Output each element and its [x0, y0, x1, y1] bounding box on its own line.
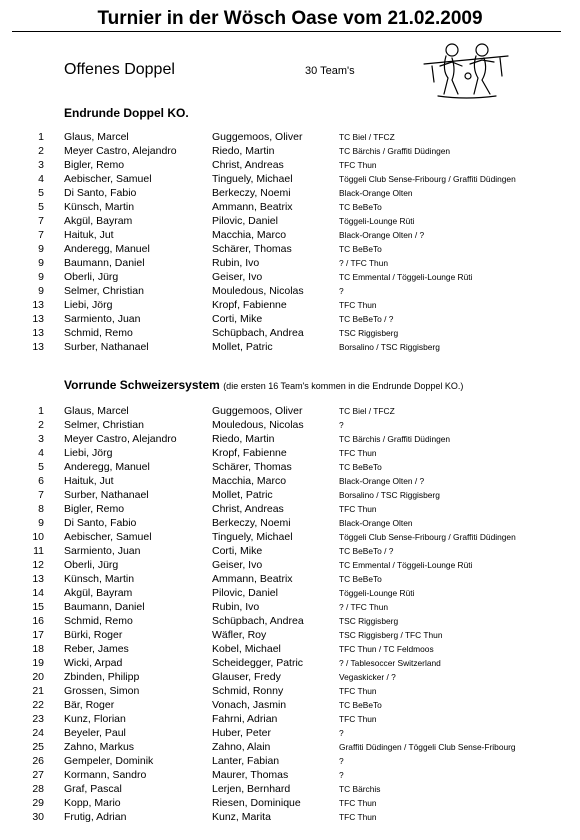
player2-cell: Wäfler, Roy	[212, 629, 267, 641]
player2-cell: Rubin, Ivo	[212, 257, 260, 269]
table-row	[0, 698, 580, 712]
player1-cell: Künsch, Martin	[64, 201, 135, 213]
table-row	[0, 516, 580, 530]
player2-cell: Kunz, Marita	[212, 811, 271, 823]
club-cell: TFC Thun	[339, 448, 377, 458]
player1-cell: Akgül, Bayram	[64, 587, 133, 599]
rank-cell: 9	[38, 243, 44, 255]
club-cell: TC BeBeTo / ?	[339, 546, 394, 556]
player1-cell: Haituk, Jut	[64, 229, 114, 241]
player1-cell: Reber, James	[64, 643, 129, 655]
player1-cell: Graf, Pascal	[64, 783, 122, 795]
player1-cell: Liebi, Jörg	[64, 299, 113, 311]
table-row	[0, 488, 580, 502]
table-row	[0, 214, 580, 228]
table-row	[0, 474, 580, 488]
club-cell: Black-Orange Olten / ?	[339, 476, 425, 486]
club-cell: TFC Thun	[339, 714, 377, 724]
rank-cell: 13	[32, 327, 44, 339]
club-cell: TC Emmental / Töggeli-Lounge Rüti	[339, 560, 473, 570]
player1-cell: Kunz, Florian	[64, 713, 126, 725]
table-row	[0, 284, 580, 298]
rank-cell: 19	[32, 657, 44, 669]
rank-cell: 17	[32, 629, 44, 641]
player2-cell: Scheidegger, Patric	[212, 657, 304, 669]
finals-heading: Endrunde Doppel KO.	[64, 106, 189, 120]
player1-cell: Bär, Roger	[64, 699, 115, 711]
table-row	[0, 144, 580, 158]
rank-cell: 9	[38, 517, 44, 529]
player2-cell: Mouledous, Nicolas	[212, 285, 304, 297]
table-row	[0, 432, 580, 446]
club-cell: ?	[339, 728, 344, 738]
club-cell: Töggeli Club Sense-Fribourg / Graffiti Düdingen	[339, 532, 516, 542]
foosball-players-clipart	[422, 36, 510, 100]
table-row	[0, 614, 580, 628]
player1-cell: Grossen, Simon	[64, 685, 140, 697]
rank-cell: 12	[32, 559, 44, 571]
rank-cell: 3	[38, 159, 44, 171]
rank-cell: 25	[32, 741, 44, 753]
rank-cell: 20	[32, 671, 44, 683]
player1-cell: Haituk, Jut	[64, 475, 114, 487]
player2-cell: Mollet, Patric	[212, 341, 273, 353]
player2-cell: Macchia, Marco	[212, 475, 287, 487]
rank-cell: 21	[32, 685, 44, 697]
rank-cell: 14	[32, 587, 44, 599]
rank-cell: 23	[32, 713, 44, 725]
rank-cell: 2	[38, 419, 44, 431]
finals-table	[0, 130, 580, 354]
club-cell: TC BeBeTo	[339, 202, 382, 212]
table-row	[0, 502, 580, 516]
rank-cell: 7	[38, 489, 44, 501]
player1-cell: Schmid, Remo	[64, 615, 133, 627]
player2-cell: Kropf, Fabienne	[212, 299, 287, 311]
club-cell: ?	[339, 770, 344, 780]
club-cell: ? / Tablesoccer Switzerland	[339, 658, 441, 668]
club-cell: TC Biel / TFCZ	[339, 132, 395, 142]
club-cell: ?	[339, 286, 344, 296]
player1-cell: Meyer Castro, Alejandro	[64, 433, 177, 445]
rank-cell: 9	[38, 257, 44, 269]
player1-cell: Surber, Nathanael	[64, 489, 149, 501]
player2-cell: Guggemoos, Oliver	[212, 131, 303, 143]
club-cell: TFC Thun	[339, 504, 377, 514]
table-row	[0, 530, 580, 544]
table-row	[0, 200, 580, 214]
rank-cell: 26	[32, 755, 44, 767]
player2-cell: Macchia, Marco	[212, 229, 287, 241]
player1-cell: Baumann, Daniel	[64, 601, 145, 613]
player1-cell: Di Santo, Fabio	[64, 187, 137, 199]
club-cell: Borsalino / TSC Riggisberg	[339, 490, 440, 500]
player2-cell: Berkeczy, Noemi	[212, 187, 291, 199]
player1-cell: Bigler, Remo	[64, 503, 125, 515]
player2-cell: Tinguely, Michael	[212, 531, 293, 543]
table-row	[0, 228, 580, 242]
player1-cell: Aebischer, Samuel	[64, 531, 152, 543]
player1-cell: Akgül, Bayram	[64, 215, 133, 227]
table-row	[0, 670, 580, 684]
player2-cell: Kobel, Michael	[212, 643, 281, 655]
player1-cell: Frutig, Adrian	[64, 811, 127, 823]
club-cell: Töggeli-Lounge Rüti	[339, 216, 415, 226]
club-cell: ?	[339, 756, 344, 766]
rank-cell: 13	[32, 341, 44, 353]
table-row	[0, 586, 580, 600]
player1-cell: Bürki, Roger	[64, 629, 123, 641]
player2-cell: Mollet, Patric	[212, 489, 273, 501]
player1-cell: Di Santo, Fabio	[64, 517, 137, 529]
rank-cell: 8	[38, 503, 44, 515]
club-cell: TC Emmental / Töggeli-Lounge Rüti	[339, 272, 473, 282]
player1-cell: Aebischer, Samuel	[64, 173, 152, 185]
player1-cell: Anderegg, Manuel	[64, 461, 150, 473]
club-cell: TFC Thun	[339, 160, 377, 170]
table-row	[0, 186, 580, 200]
rank-cell: 13	[32, 299, 44, 311]
table-row	[0, 158, 580, 172]
rank-cell: 30	[32, 811, 44, 823]
club-cell: Black-Orange Olten / ?	[339, 230, 425, 240]
rank-cell: 7	[38, 229, 44, 241]
player2-cell: Fahrni, Adrian	[212, 713, 278, 725]
rank-cell: 28	[32, 783, 44, 795]
table-row	[0, 600, 580, 614]
player2-cell: Zahno, Alain	[212, 741, 271, 753]
rank-cell: 4	[38, 447, 44, 459]
rank-cell: 9	[38, 271, 44, 283]
club-cell: TC Bärchis / Graffiti Düdingen	[339, 146, 451, 156]
club-cell: Töggeli Club Sense-Fribourg / Graffiti Düdingen	[339, 174, 516, 184]
player1-cell: Bigler, Remo	[64, 159, 125, 171]
table-row	[0, 810, 580, 824]
player1-cell: Selmer, Christian	[64, 419, 144, 431]
rank-cell: 5	[38, 461, 44, 473]
player1-cell: Liebi, Jörg	[64, 447, 113, 459]
club-cell: Vegaskicker / ?	[339, 672, 396, 682]
rank-cell: 13	[32, 313, 44, 325]
table-row	[0, 298, 580, 312]
rank-cell: 16	[32, 615, 44, 627]
club-cell: ? / TFC Thun	[339, 602, 389, 612]
player1-cell: Glaus, Marcel	[64, 405, 129, 417]
player2-cell: Geiser, Ivo	[212, 559, 263, 571]
rank-cell: 24	[32, 727, 44, 739]
player1-cell: Kormann, Sandro	[64, 769, 147, 781]
prelims-table	[0, 404, 580, 824]
player2-cell: Mouledous, Nicolas	[212, 419, 304, 431]
player2-cell: Christ, Andreas	[212, 503, 284, 515]
player1-cell: Schmid, Remo	[64, 327, 133, 339]
table-row	[0, 642, 580, 656]
player2-cell: Ammann, Beatrix	[212, 201, 293, 213]
table-row	[0, 740, 580, 754]
club-cell: TC BeBeTo	[339, 244, 382, 254]
player1-cell: Oberli, Jürg	[64, 271, 119, 283]
player1-cell: Zahno, Markus	[64, 741, 135, 753]
rank-cell: 11	[33, 545, 44, 557]
table-row	[0, 544, 580, 558]
rank-cell: 7	[38, 215, 44, 227]
table-row	[0, 326, 580, 340]
table-row	[0, 754, 580, 768]
club-cell: TSC Riggisberg	[339, 328, 399, 338]
player2-cell: Rubin, Ivo	[212, 601, 260, 613]
player1-cell: Zbinden, Philipp	[64, 671, 140, 683]
club-cell: TC Bärchis	[339, 784, 381, 794]
player1-cell: Meyer Castro, Alejandro	[64, 145, 177, 157]
club-cell: TC BeBeTo	[339, 462, 382, 472]
club-cell: TFC Thun / TC Feldmoos	[339, 644, 434, 654]
player1-cell: Surber, Nathanael	[64, 341, 149, 353]
discipline-title: Offenes Doppel	[64, 61, 175, 78]
club-cell: TC BeBeTo	[339, 574, 382, 584]
player1-cell: Künsch, Martin	[64, 573, 135, 585]
prelims-note: (die ersten 16 Team's kommen in die Endrunde Doppel KO.)	[223, 381, 464, 391]
player2-cell: Schärer, Thomas	[212, 461, 292, 473]
player1-cell: Glaus, Marcel	[64, 131, 129, 143]
player2-cell: Lerjen, Bernhard	[212, 783, 291, 795]
player1-cell: Sarmiento, Juan	[64, 313, 141, 325]
player1-cell: Wicki, Arpad	[64, 657, 123, 669]
title-divider	[12, 31, 561, 32]
table-row	[0, 572, 580, 586]
club-cell: TFC Thun	[339, 686, 377, 696]
player2-cell: Riedo, Martin	[212, 433, 275, 445]
player1-cell: Beyeler, Paul	[64, 727, 126, 739]
rank-cell: 13	[32, 573, 44, 585]
player2-cell: Corti, Mike	[212, 545, 263, 557]
table-row	[0, 684, 580, 698]
player1-cell: Kopp, Mario	[64, 797, 121, 809]
table-row	[0, 270, 580, 284]
club-cell: TFC Thun	[339, 300, 377, 310]
table-row	[0, 796, 580, 810]
rank-cell: 18	[32, 643, 44, 655]
table-row	[0, 726, 580, 740]
player2-cell: Corti, Mike	[212, 313, 263, 325]
player1-cell: Gempeler, Dominik	[64, 755, 154, 767]
player2-cell: Geiser, Ivo	[212, 271, 263, 283]
club-cell: TFC Thun	[339, 812, 377, 822]
player2-cell: Schüpbach, Andrea	[212, 615, 304, 627]
player1-cell: Sarmiento, Juan	[64, 545, 141, 557]
table-row	[0, 446, 580, 460]
player2-cell: Schärer, Thomas	[212, 243, 292, 255]
page-title: Turnier in der Wösch Oase vom 21.02.2009	[97, 8, 483, 29]
club-cell: TC Bärchis / Graffiti Düdingen	[339, 434, 451, 444]
player2-cell: Schüpbach, Andrea	[212, 327, 304, 339]
player2-cell: Lanter, Fabian	[212, 755, 280, 767]
rank-cell: 6	[38, 475, 44, 487]
rank-cell: 5	[38, 201, 44, 213]
club-cell: TC Biel / TFCZ	[339, 406, 395, 416]
rank-cell: 27	[32, 769, 44, 781]
player2-cell: Vonach, Jasmin	[212, 699, 287, 711]
prelims-heading-text: Vorrunde Schweizersystem	[64, 378, 220, 392]
player2-cell: Tinguely, Michael	[212, 173, 293, 185]
player2-cell: Pilovic, Daniel	[212, 587, 278, 599]
rank-cell: 10	[32, 531, 44, 543]
rank-cell: 15	[32, 601, 44, 613]
club-cell: Töggeli-Lounge Rüti	[339, 588, 415, 598]
table-row	[0, 340, 580, 354]
player2-cell: Ammann, Beatrix	[212, 573, 293, 585]
club-cell: Graffiti Düdingen / Töggeli Club Sense-Fribourg	[339, 742, 516, 752]
club-cell: TC BeBeTo	[339, 700, 382, 710]
player2-cell: Glauser, Fredy	[212, 671, 281, 683]
table-row	[0, 130, 580, 144]
player2-cell: Pilovic, Daniel	[212, 215, 278, 227]
player2-cell: Huber, Peter	[212, 727, 271, 739]
rank-cell: 1	[38, 405, 44, 417]
club-cell: ? / TFC Thun	[339, 258, 389, 268]
club-cell: TSC Riggisberg	[339, 616, 399, 626]
table-row	[0, 312, 580, 326]
table-row	[0, 712, 580, 726]
player2-cell: Maurer, Thomas	[212, 769, 289, 781]
club-cell: Borsalino / TSC Riggisberg	[339, 342, 440, 352]
club-cell: Black-Orange Olten	[339, 518, 413, 528]
table-row	[0, 558, 580, 572]
player2-cell: Christ, Andreas	[212, 159, 284, 171]
rank-cell: 22	[32, 699, 44, 711]
table-row	[0, 460, 580, 474]
club-cell: TC BeBeTo / ?	[339, 314, 394, 324]
table-row	[0, 656, 580, 670]
table-row	[0, 768, 580, 782]
club-cell: ?	[339, 420, 344, 430]
table-row	[0, 242, 580, 256]
player2-cell: Guggemoos, Oliver	[212, 405, 303, 417]
player1-cell: Anderegg, Manuel	[64, 243, 150, 255]
player1-cell: Oberli, Jürg	[64, 559, 119, 571]
player2-cell: Berkeczy, Noemi	[212, 517, 291, 529]
rank-cell: 1	[38, 131, 44, 143]
player2-cell: Schmid, Ronny	[212, 685, 284, 697]
rank-cell: 5	[38, 187, 44, 199]
rank-cell: 2	[38, 145, 44, 157]
prelims-heading	[64, 378, 463, 394]
rank-cell: 3	[38, 433, 44, 445]
rank-cell: 4	[38, 173, 44, 185]
table-row	[0, 418, 580, 432]
player1-cell: Selmer, Christian	[64, 285, 144, 297]
table-row	[0, 256, 580, 270]
rank-cell: 29	[32, 797, 44, 809]
player2-cell: Riesen, Dominique	[212, 797, 301, 809]
table-row	[0, 782, 580, 796]
table-row	[0, 172, 580, 186]
player2-cell: Kropf, Fabienne	[212, 447, 287, 459]
player2-cell: Riedo, Martin	[212, 145, 275, 157]
teams-count: 30 Team's	[305, 65, 355, 77]
rank-cell: 9	[38, 285, 44, 297]
club-cell: TFC Thun	[339, 798, 377, 808]
club-cell: Black-Orange Olten	[339, 188, 413, 198]
player1-cell: Baumann, Daniel	[64, 257, 145, 269]
table-row	[0, 404, 580, 418]
club-cell: TSC Riggisberg / TFC Thun	[339, 630, 443, 640]
table-row	[0, 628, 580, 642]
